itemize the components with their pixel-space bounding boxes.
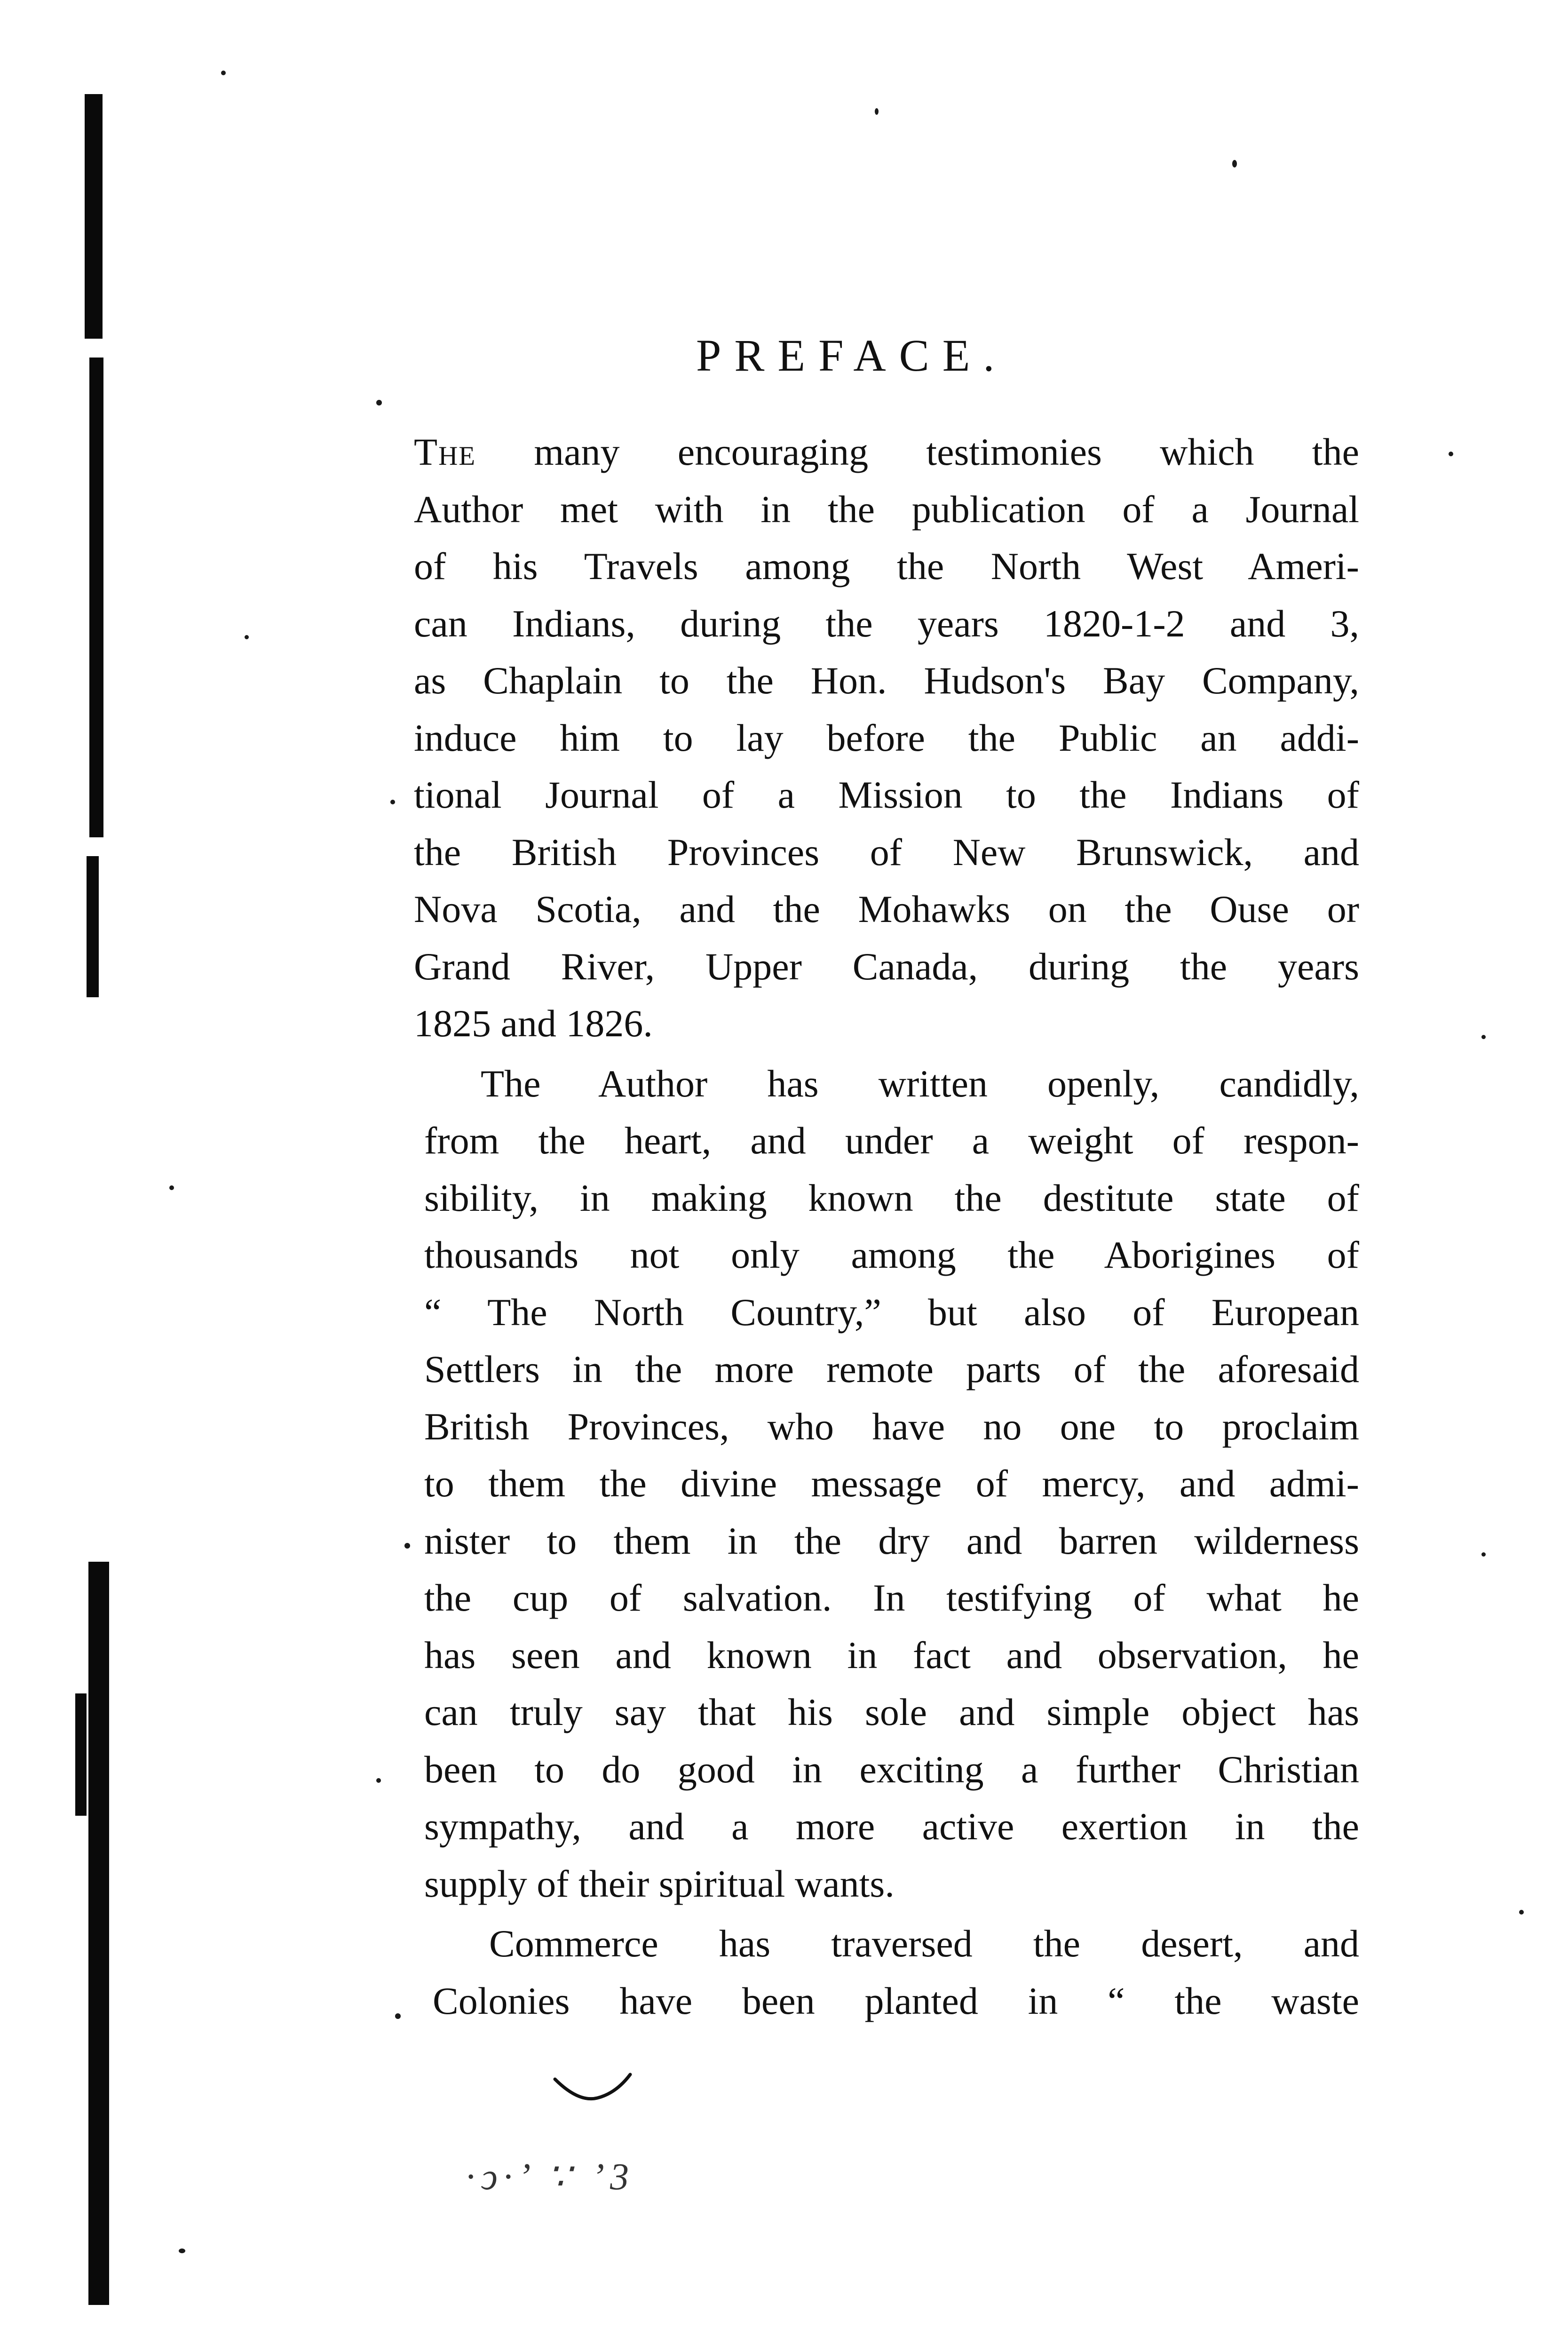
text-line: thousands not only among the Aborigines of [424,1233,1359,1276]
scan-speck [1481,1035,1486,1039]
binding-gutter-shadow [56,94,127,2305]
gutter-shadow-segment [87,856,99,997]
text-line: supply of their spiritual wants. [424,1862,895,1905]
paragraph-2 [424,1055,1359,1913]
text-line: sibility, in making known the destitute state of [424,1176,1359,1219]
text-line: the British Provinces of New Brunswick, and [414,830,1359,874]
preface-body [414,423,1359,2032]
scan-speck [245,635,249,639]
scan-speck [179,2249,185,2253]
text-line: nister to them in the dry and barren wilderness [424,1519,1359,1562]
text-line: tional Journal of a Mission to the Indians of [414,773,1359,816]
text-line: “ The North Country,” but also of European [424,1290,1359,1334]
text-line: of his Travels among the North West Ameri- [414,545,1359,588]
text-line: been to do good in exciting a further Christian [424,1748,1359,1791]
text-line: Grand River, Upper Canada, during the years [414,945,1359,988]
text-line: can truly say that his sole and simple object has [424,1691,1359,1733]
text-line: sympathy, and a more active exertion in the [424,1805,1359,1848]
text-line: the cup of salvation. In testifying of what he [424,1576,1359,1619]
text-line: as Chaplain to the Hon. Hudson's Bay Company, [414,659,1359,702]
scan-speck [1232,160,1237,167]
text-line: induce him to lay before the Public an addi- [414,716,1359,759]
text-line: 1825 and 1826. [414,1002,653,1045]
ink-flourish-mark [550,2070,635,2107]
text-line: Author met with in the publication of a Journal [414,487,1359,531]
gutter-shadow-segment [85,94,103,339]
text-line: Settlers in the more remote parts of the aforesaid [424,1348,1359,1391]
scan-speck [376,1778,381,1783]
gutter-shadow-segment [89,358,103,837]
text-line: The Author has written openly, candidly, [481,1062,1359,1105]
scan-speck [1449,452,1453,456]
gutter-shadow-segment [75,1693,87,1816]
text-line: Colonies have been planted in “ the waste [433,1979,1359,2022]
scan-speck [390,800,395,804]
text-line: has seen and known in fact and observation, he [424,1633,1359,1677]
scan-speck [395,2013,401,2019]
scan-speck [169,1185,174,1190]
scan-speck [376,400,382,405]
paragraph-3 [433,1915,1359,2029]
faded-pencil-marks: ·ↄ·’ ∵ ’3 [466,2156,634,2198]
text-line: from the heart, and under a weight of respon- [424,1119,1359,1162]
lead-small-caps: The [414,430,476,473]
scan-speck [875,108,879,115]
scan-speck [1519,1910,1524,1915]
text-line: Commerce has traversed the desert, and [489,1922,1359,1965]
gutter-shadow-segment [88,1562,109,2305]
text-line: The many encouraging testimonies which the [414,430,1359,473]
page-title: PREFACE. [696,330,1008,381]
paragraph-1 [414,423,1359,1052]
scan-speck [221,71,226,75]
text-line: can Indians, during the years 1820-1-2 and 3, [414,602,1359,645]
text-line: to them the divine message of mercy, and admi- [424,1462,1359,1505]
text-line: Nova Scotia, and the Mohawks on the Ouse or [414,888,1359,930]
scan-speck [1481,1552,1486,1557]
text-line: British Provinces, who have no one to proclaim [424,1405,1359,1448]
scan-speck [404,1543,410,1549]
